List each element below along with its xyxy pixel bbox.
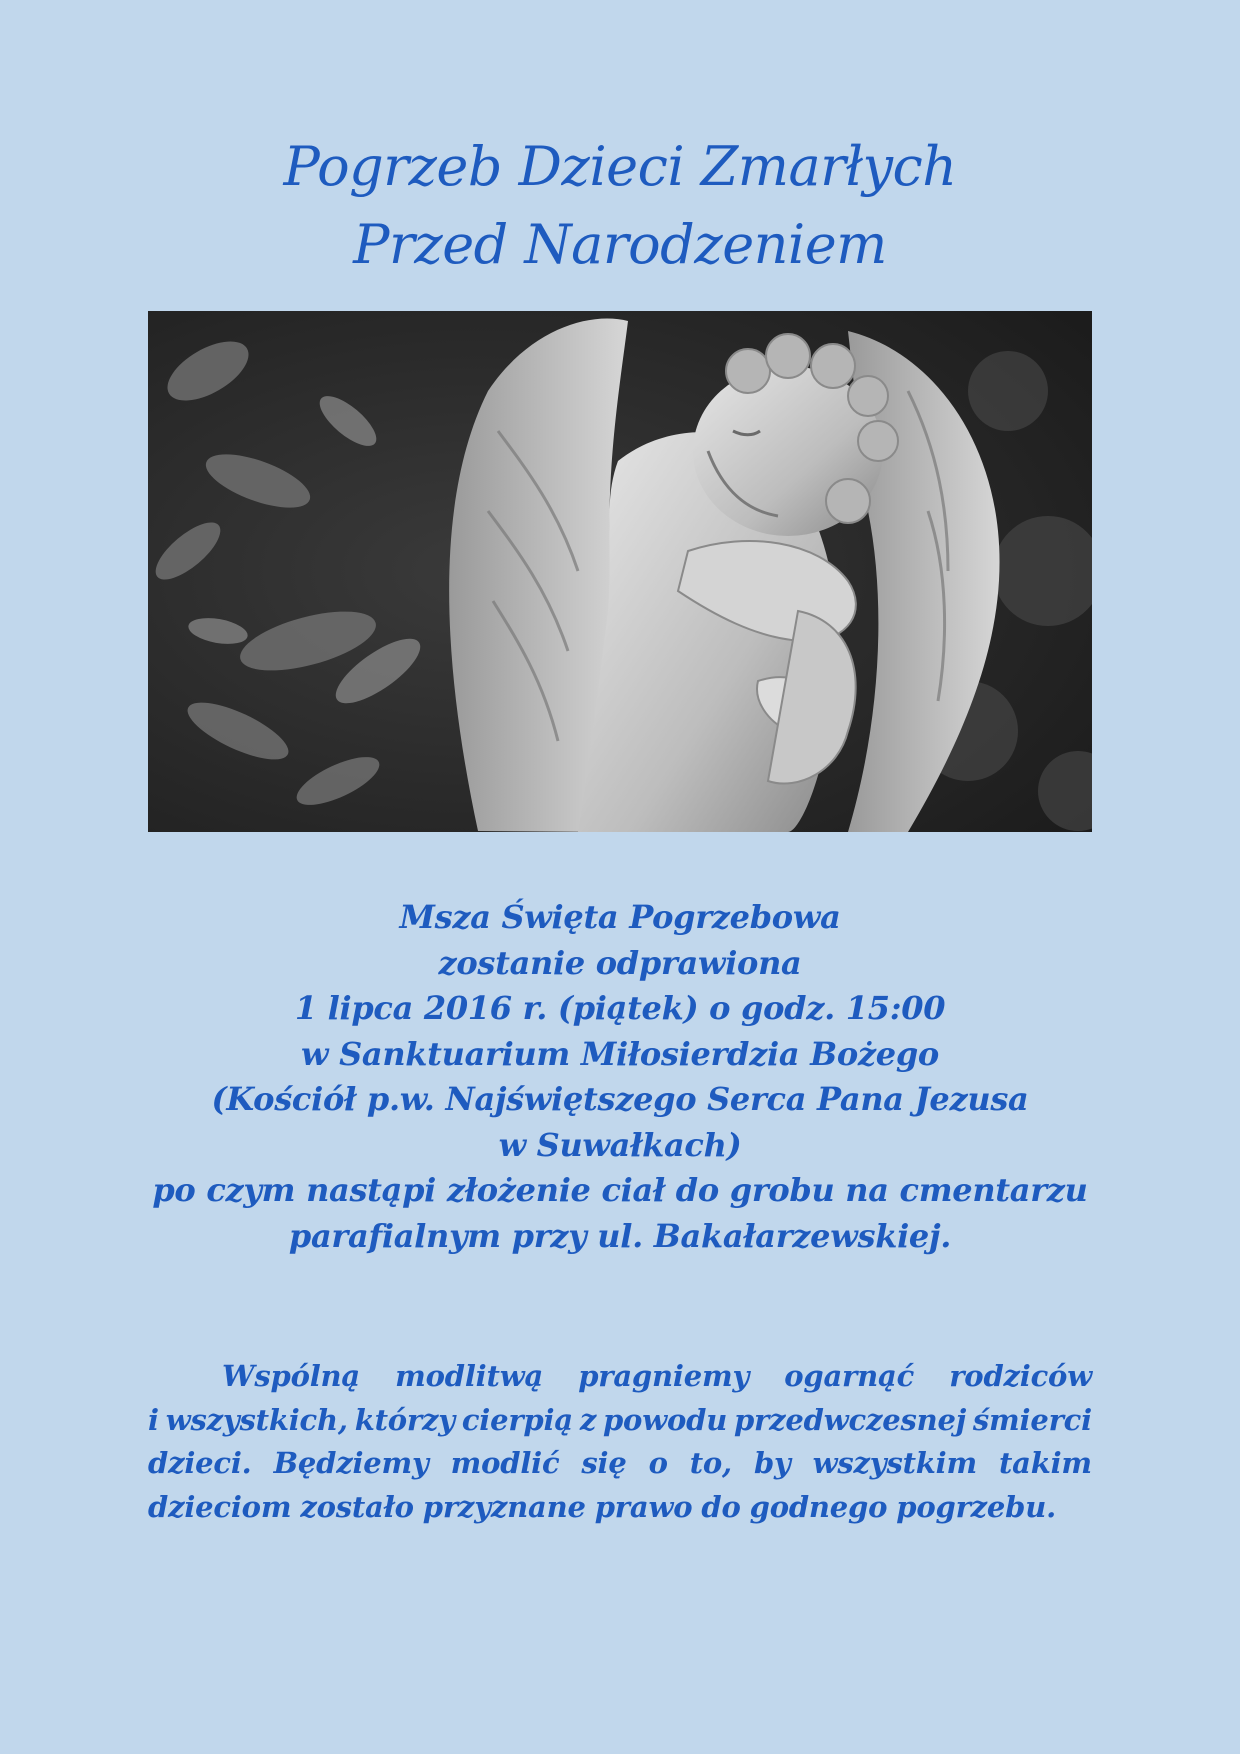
title-line-2: Przed Narodzeniem: [353, 213, 887, 276]
prayer-word: Będziemy: [273, 1446, 429, 1480]
prayer-word: godnego: [749, 1489, 888, 1524]
announcement-line: zostanie odprawiona: [438, 943, 802, 982]
prayer-word: modlić: [450, 1446, 560, 1480]
prayer-paragraph: [148, 1355, 1092, 1529]
announcement-line: w Sanktuarium Miłosierdzia Bożego: [301, 1034, 939, 1073]
prayer-line: [148, 1355, 1092, 1399]
poster-title: [0, 128, 1240, 284]
prayer-word: się: [581, 1446, 627, 1480]
prayer-word: pogrzebu.: [896, 1489, 1057, 1524]
announcement-line: (Kościół p.w. Najświętszego Serca Pana Jezusa: [211, 1080, 1029, 1118]
announcement-line: w Suwałkach): [498, 1125, 742, 1164]
prayer-word: takim: [998, 1446, 1092, 1480]
prayer-word: prawo: [594, 1489, 693, 1524]
prayer-word: dzieci.: [148, 1446, 252, 1480]
prayer-word: modlitwą: [395, 1359, 544, 1393]
prayer-word: to,: [689, 1446, 732, 1480]
prayer-word: którzy: [354, 1402, 455, 1437]
prayer-word: zostało: [300, 1489, 414, 1524]
prayer-word: wszystkich,: [165, 1402, 348, 1437]
prayer-word: pragniemy: [578, 1359, 750, 1393]
prayer-word: do: [701, 1489, 741, 1524]
prayer-word: ogarnąć: [784, 1359, 915, 1393]
announcement-line: po czym nastąpi złożenie ciał do grobu na cmentarzu: [152, 1171, 1088, 1209]
prayer-word: i: [148, 1402, 159, 1437]
announcement-line: parafialnym przy ul. Bakałarzewskiej.: [288, 1216, 952, 1255]
prayer-word: by: [753, 1446, 791, 1480]
title-line-1: Pogrzeb Dzieci Zmarłych: [283, 135, 957, 198]
prayer-line: [148, 1399, 1092, 1443]
prayer-word: dzieciom: [148, 1489, 292, 1524]
mass-announcement: [0, 895, 1240, 1259]
prayer-word: z: [579, 1402, 597, 1437]
prayer-word: przedwczesnej: [733, 1402, 967, 1437]
prayer-word: śmierci: [972, 1402, 1092, 1437]
prayer-word: przyznane: [422, 1489, 586, 1524]
prayer-word: o: [648, 1446, 668, 1480]
announcement-line: Msza Święta Pogrzebowa: [399, 898, 841, 936]
prayer-line: [148, 1442, 1092, 1486]
announcement-line: 1 lipca 2016 r. (piątek) o godz. 15:00: [294, 989, 946, 1027]
prayer-word: powodu: [602, 1402, 728, 1437]
prayer-line: [148, 1486, 1092, 1530]
prayer-word: cierpią: [461, 1402, 573, 1437]
prayer-word: wszystkim: [812, 1446, 977, 1480]
prayer-word: rodziców: [949, 1359, 1092, 1393]
angel-statue-illustration: [148, 311, 1092, 832]
angel-statue-photo: [148, 311, 1092, 832]
prayer-word: Wspólną: [222, 1359, 361, 1393]
